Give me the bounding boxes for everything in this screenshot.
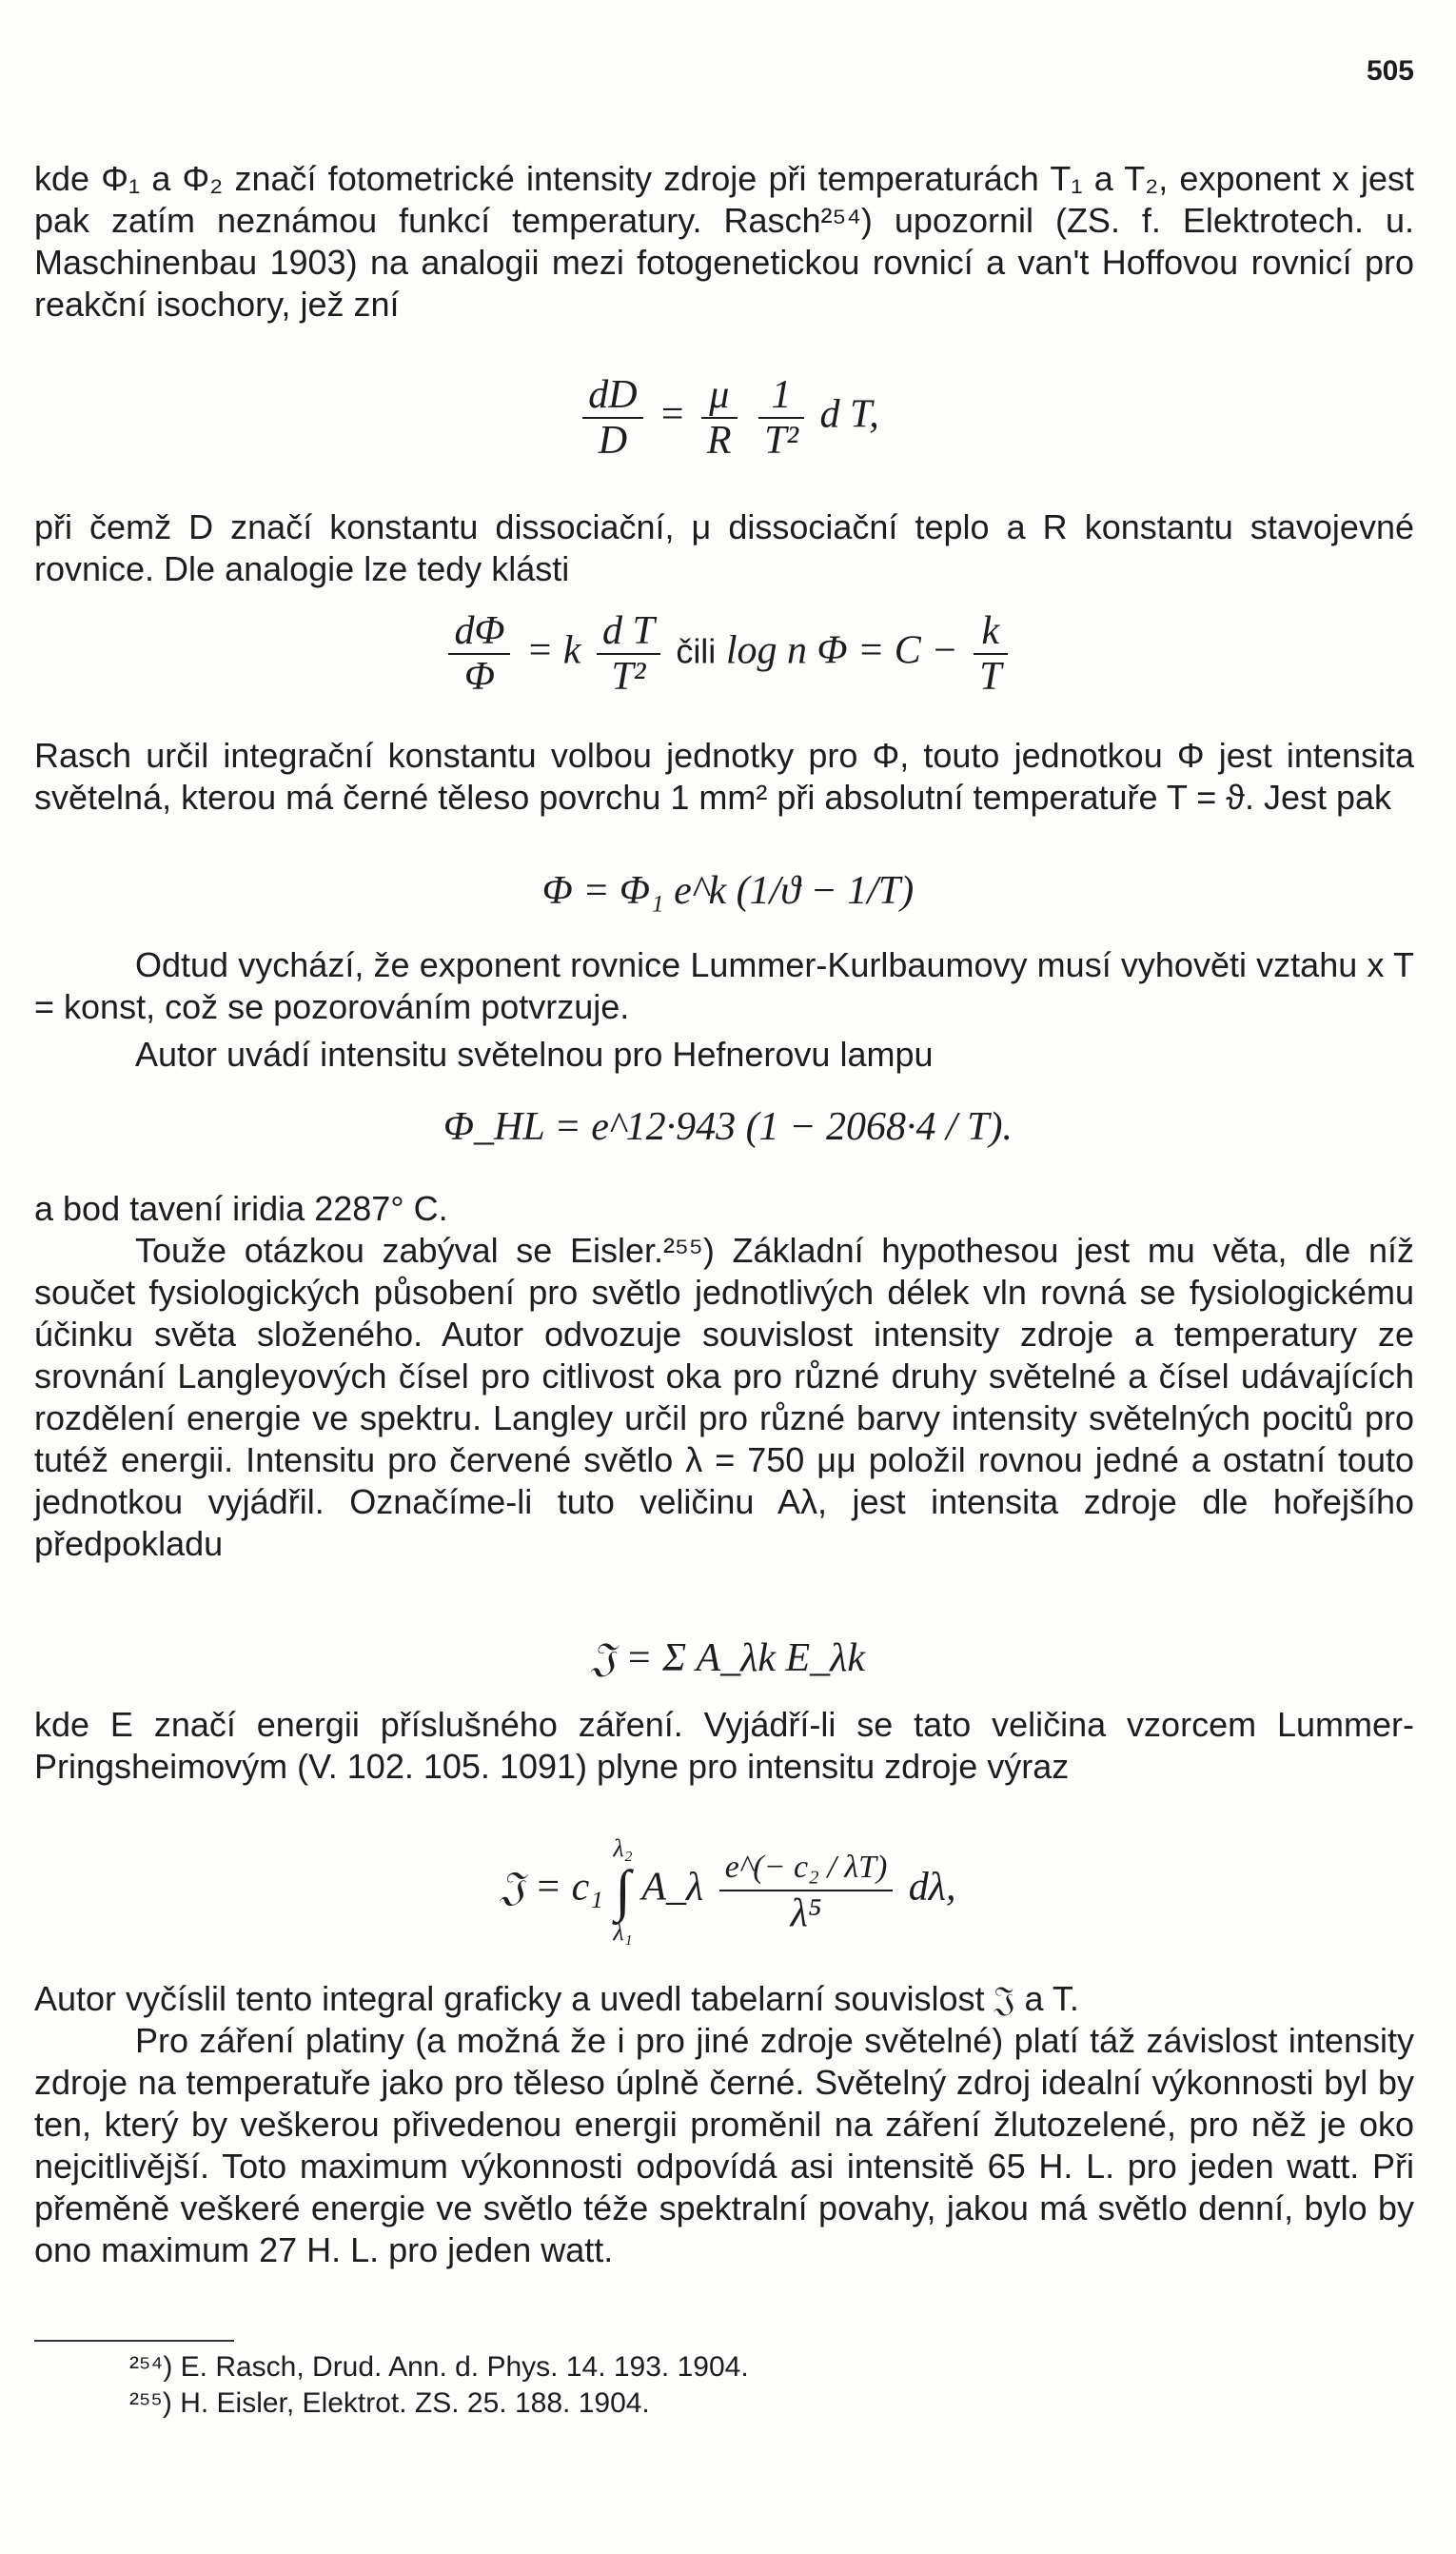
eq1-equals: = [659, 392, 686, 437]
equation-sum: 𝔍 = Σ A_λk E_λk [590, 1636, 866, 1680]
eq2-den3: T [979, 655, 1002, 699]
paragraph-1-text: kde Φ₁ a Φ₂ značí fotometrické intensity zdroje při temperaturách T₁ a T₂, exponent x jest pak zatím neznámou funkcí temperatury. Rasch²⁵⁴) upozornil (ZS. f. Elektrotech. u. Maschinenbau 1903) na analogii mezi fotogenetickou rovnicí a van't Hoffovou rovnicí pro reakční isochory, jež zní [34, 159, 1414, 324]
paragraph-2 [34, 506, 1414, 590]
eq6-den: λ⁵ [790, 1891, 822, 1935]
paragraph-2-text: při čemž D značí konstantu dissociační, μ dissociační teplo a R konstantu stavojevné rovnice. Dle analogie lze tedy klásti [34, 507, 1414, 588]
eq2-right: log n Φ = C − [725, 628, 958, 673]
eq2-den1: Φ [463, 655, 495, 699]
equation-analogy [0, 609, 1456, 699]
eq1-den3: T² [764, 419, 799, 463]
paragraph-5 [34, 1034, 1414, 1076]
paragraph-7-text: Touže otázkou zabýval se Eisler.²⁵⁵) Základní hypothesou jest mu věta, dle níž součet fysiologických působení pro světlo jednotlivých délek vln rovná se fysiologickému účinku světa složeného. Autor odvozuje souvislost intensity zdroje a temperatury ze srovnání Langleyových čísel pro citlivost oka pro různé druhy světelné a čísel udávajících rozdělení energie ve spektru. Langley určil pro různé barvy intensity světelných pocitů pro tutéž energii. Intensitu pro červené světlo λ = 750 μμ položil rovnou jedné a ostatní touto jednotkou vyjádřil. Označíme-li tuto veličinu Aλ, jest intensita zdroje dle hořejšího předpokladu [34, 1231, 1414, 1563]
eq1-num2: μ [701, 373, 738, 419]
equation-rasch: Φ = Φ₁ e^k (1/ϑ − 1/T) [541, 869, 915, 913]
eq1-tail: d T, [819, 392, 879, 437]
paragraph-5-text: Autor uvádí intensitu světelnou pro Hefnerovu lampu [135, 1035, 934, 1074]
footnote-divider [34, 2340, 234, 2342]
paragraph-6 [34, 1188, 1414, 1230]
paragraph-3 [34, 735, 1414, 819]
paragraph-4-text: Odtud vychází, že exponent rovnice Lummer-Kurlbaumovy musí vyhověti vztahu x T = konst, což se pozorováním potvrzuje. [34, 945, 1414, 1026]
paragraph-8 [34, 1704, 1414, 1788]
eq2-equals: = k [525, 628, 581, 673]
eq6-upper-limit: λ₂ [613, 1834, 633, 1862]
equation-integral [0, 1835, 1456, 1946]
integral-sign: ∫ [615, 1859, 631, 1922]
eq6-body: A_λ [641, 1865, 704, 1910]
eq2-num1: dΦ [448, 609, 510, 655]
eq2-den2: T² [611, 655, 646, 699]
eq1-num1: dD [582, 373, 642, 419]
eq6-tail: dλ, [908, 1865, 956, 1910]
eq1-num3: 1 [758, 373, 804, 419]
footnote-255: ²⁵⁵) H. Eisler, Elektrot. ZS. 25. 188. 1904. [129, 2387, 650, 2419]
eq1-den2: R [706, 419, 732, 463]
paragraph-10-text: Pro záření platiny (a možná že i pro jiné zdroje světelné) platí táž závislost intensity zdroje na temperatuře jako pro těleso úplně černé. Světelný zdroj idealní výkonnosti byl by ten, který by veškerou přivedenou energii proměnil na záření žlutozelené, pro něž je oko nejcitlivější. Toto maximum výkonnosti odpovídá asi intensitě 65 H. L. pro jeden watt. Při přeměně veškeré energie ve světlo téže spektralní povahy, jakou má světlo denní, bylo by ono maximum 27 H. L. pro jeden watt. [34, 2021, 1414, 2269]
footnote-254: ²⁵⁴) E. Rasch, Drud. Ann. d. Phys. 14. 193. 1904. [129, 2351, 749, 2383]
page-number: 505 [1366, 55, 1414, 87]
equation-vant-hoff [0, 373, 1456, 463]
eq6-left: 𝔍 = c₁ [500, 1865, 603, 1910]
paragraph-6-text: a bod tavení iridia 2287° C. [34, 1189, 448, 1228]
paragraph-1 [34, 158, 1414, 326]
equation-hefner: Φ_HL = e^12·943 (1 − 2068·4 / T). [443, 1105, 1013, 1149]
paragraph-4 [34, 944, 1414, 1028]
paragraph-9 [34, 1978, 1414, 2020]
paragraph-10 [34, 2020, 1414, 2271]
eq6-exp: e^(− c₂ / λT) [719, 1846, 894, 1891]
paragraph-3-text: Rasch určil integrační konstantu volbou jednotky pro Φ, touto jednotkou Φ jest intensita světelná, kterou má černé těleso povrchu 1 mm² při absolutní temperatuře T = ϑ. Jest pak [34, 736, 1414, 817]
eq2-num3: k [974, 609, 1007, 655]
eq2-num2: d T [597, 609, 660, 655]
paragraph-7 [34, 1230, 1414, 1565]
paragraph-8-text: kde E značí energii příslušného záření. Vyjádří-li se tato veličina vzorcem Lummer-Pringsheimovým (V. 102. 105. 1091) plyne pro intensitu zdroje výraz [34, 1705, 1414, 1786]
eq1-den1: D [598, 419, 628, 463]
paragraph-9-text: Autor vyčíslil tento integral graficky a uvedl tabelarní souvislost 𝔍 a T. [34, 1979, 1079, 2018]
eq2-cili: čili [676, 631, 717, 671]
eq6-lower-limit: λ₁ [613, 1918, 633, 1946]
